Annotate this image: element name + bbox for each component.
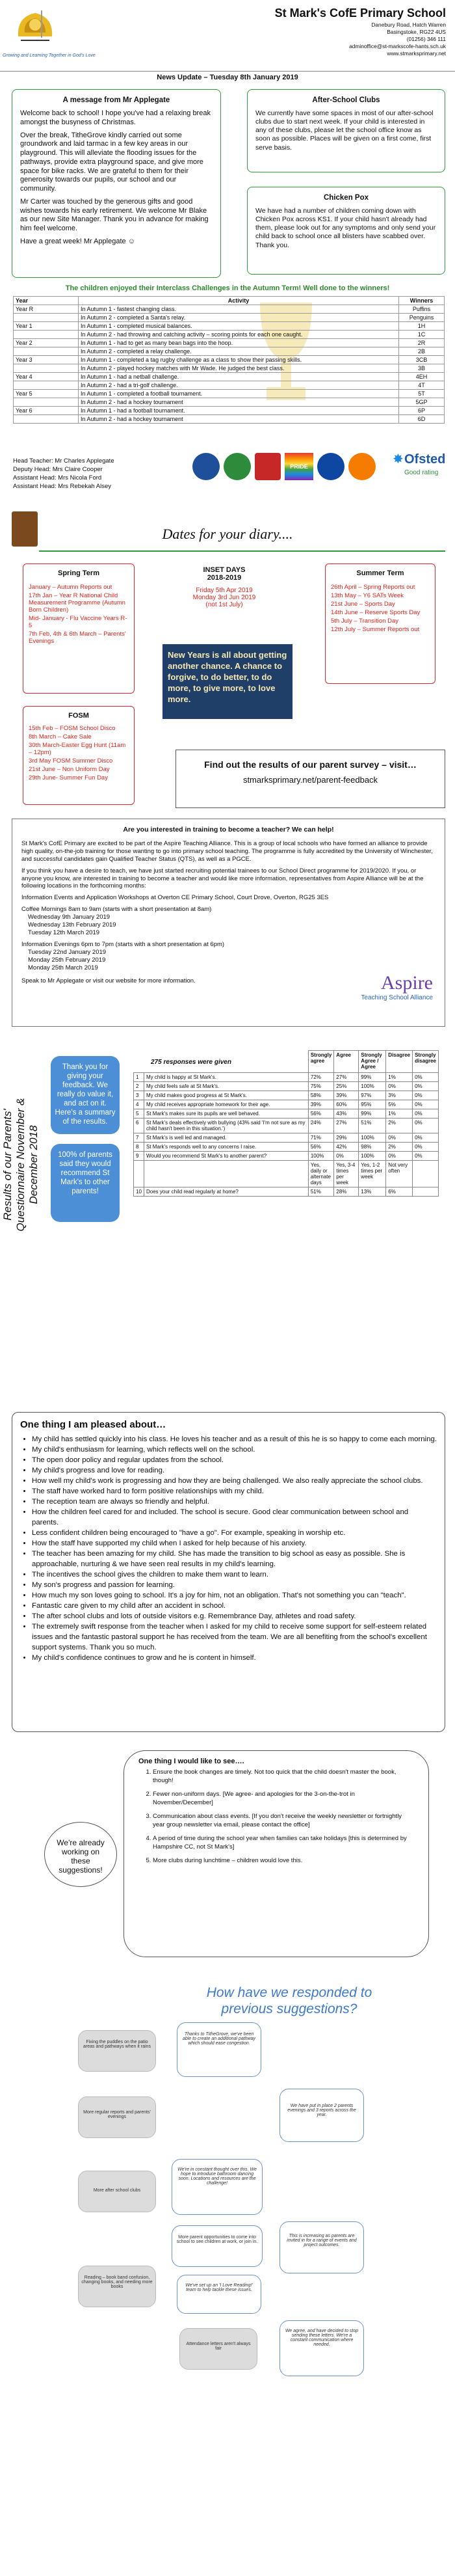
event-date: Wednesday 9th January 2019 <box>28 914 110 921</box>
col-header: Strongly agree <box>308 1051 333 1073</box>
pct-cell: 75% <box>308 1082 333 1091</box>
pct-cell: 42% <box>334 1143 359 1152</box>
cell-activity: In Autumn 1 - had a netball challenge. <box>79 373 399 381</box>
question-number: 3 <box>134 1091 144 1100</box>
survey-link[interactable]: stmarksprimary.net/parent-feedback <box>242 775 378 785</box>
cell-activity: In Autumn 2 - had throwing and catching activity – scoring points for each one caught. <box>79 331 399 339</box>
cell-activity: In Autumn 1 - completed a football tournament. <box>79 390 399 398</box>
event-date: Tuesday 12th March 2019 <box>28 929 100 937</box>
table-row <box>14 398 445 407</box>
challenges-title: The children enjoyed their Interclass Challenges in the Autumn Term! Well done to the winners! <box>65 284 390 292</box>
pleased-title: One thing I am pleased about… <box>20 1419 166 1430</box>
suggestion-pill: More regular reports and parents' evenings <box>78 2096 156 2138</box>
list-item: 5. More clubs during lunchtime – children would love this. <box>153 1856 414 1865</box>
suggestion-pill: Attendance letters aren't always fair <box>179 2328 257 2370</box>
cell-winner: 5T <box>399 390 445 398</box>
staff-list <box>13 457 114 491</box>
event-date: Wednesday 13th February 2019 <box>28 921 116 929</box>
cell-year: Year 3 <box>14 356 79 364</box>
suggestion-pill: More after school clubs <box>78 2171 156 2212</box>
table-row <box>14 339 445 347</box>
cell-winner: 1H <box>399 322 445 331</box>
cell-activity: In Autumn 1 - had to get as many bean bags into the hoop. <box>79 339 399 347</box>
pct-cell: 0% <box>334 1152 359 1161</box>
survey-vertical-title: Results of our Parents' Questionnaire November & December 2018 <box>1 1098 40 1232</box>
pct-cell: 39% <box>308 1100 333 1109</box>
table-row <box>14 364 445 373</box>
pct-cell: 98% <box>359 1143 386 1152</box>
table-row <box>14 322 445 331</box>
pct-cell: 58% <box>308 1091 333 1100</box>
challenges-table <box>13 296 445 424</box>
response-pill: We've set up an 'I Love Reading!' team to help tackle these issues. <box>177 2275 261 2314</box>
list-item: • The reception team are always so friendly and helpful. <box>32 1497 437 1507</box>
aspire-logo-text: Aspire <box>381 972 433 994</box>
responded-title: How have we responded to previous suggestions? <box>206 1985 372 2016</box>
chicken-pox-box <box>247 187 445 275</box>
pct-cell: 6% <box>386 1187 413 1197</box>
survey-table <box>133 1050 439 1197</box>
inset-title: INSET DAYS 2018-2019 <box>203 566 246 582</box>
pct-cell: 60% <box>334 1100 359 1109</box>
pct-cell: 95% <box>359 1100 386 1109</box>
list-item: • How the children feel cared for and included. The school is secure. Good clear communication between school and parents. <box>32 1507 437 1528</box>
list-item: • Fantastic care given to my child after an accident in school. <box>32 1601 437 1611</box>
pct-cell: 56% <box>308 1143 333 1152</box>
cell-winner: 4T <box>399 381 445 390</box>
list-item: • How the staff have supported my child when I asked for help because of his anxiety. <box>32 1538 437 1549</box>
summer-line: 14th June – Reserve Sports Day <box>331 609 421 616</box>
question-text: Would you recommend St Mark's to another parent? <box>144 1152 309 1161</box>
award-badge-icon <box>224 453 251 480</box>
col-subheader: Yes, daily or alternate days <box>308 1161 333 1187</box>
table-row <box>14 314 445 322</box>
cell-activity: In Autumn 1 - fastest changing class. <box>79 305 399 314</box>
cell-winner: 2B <box>399 347 445 356</box>
survey-link-title: Find out the results of our parent survey – visit… <box>204 759 417 770</box>
cell-year: Year 2 <box>14 339 79 347</box>
summer-title: Summer Term <box>356 569 404 577</box>
event-date: Monday 25th February 2019 <box>28 956 106 964</box>
pct-cell: 72% <box>308 1073 333 1082</box>
ofsted-logo <box>393 451 446 485</box>
pct-cell: 25% <box>334 1082 359 1091</box>
question-text: My child feels safe at St Mark's. <box>144 1082 309 1091</box>
pleased-section <box>12 1412 445 1732</box>
pct-cell: 24% <box>308 1119 333 1133</box>
already-working-bubble: We're already working on these suggestions! <box>44 1822 117 1887</box>
table-row <box>14 415 445 424</box>
cell-winner: Penguins <box>399 314 445 322</box>
question-number: 10 <box>134 1187 144 1197</box>
welcome-paragraph: Mr Carter was touched by the generous gifts and good wishes towards his early retirement. We welcome Mr Blake as our new Site Manager. Thank you in advance for making him feel welcome. <box>20 197 209 232</box>
pct-cell: 43% <box>334 1109 359 1119</box>
col-header: Agree <box>334 1051 359 1073</box>
survey-subheader-row <box>134 1161 439 1187</box>
staff-line: Deputy Head: Mrs Claire Cooper <box>13 466 103 473</box>
pct-cell: 1% <box>386 1073 413 1082</box>
survey-row <box>134 1119 439 1133</box>
spring-title: Spring Term <box>58 569 99 577</box>
fosm-line: 30th March-Easter Egg Hunt (11am – 12pm) <box>29 742 126 756</box>
cell-year <box>14 415 79 424</box>
question-number: 2 <box>134 1082 144 1091</box>
welcome-title: A message from Mr Applegate <box>62 96 170 104</box>
response-pill: Thanks to TitheGrove, we've been able to create an additional pathway which should ease congestion. <box>177 2022 261 2077</box>
pct-cell: 100% <box>359 1082 386 1091</box>
survey-row <box>134 1073 439 1082</box>
list-item: 4. A period of time during the school year when families can take holidays [this is determined by Hampshire CC, not St Mark's] <box>153 1834 414 1851</box>
spring-line: 17th Jan – Year R National Child Measurement Programme (Autumn Born Children) <box>29 592 125 614</box>
fosm-line: 8th March – Cake Sale <box>29 733 92 740</box>
cell-winner: 4EH <box>399 373 445 381</box>
event-heading: Information Evenings 6pm to 7pm (starts with a short presentation at 6pm) <box>21 941 225 949</box>
aspire-title: Are you interested in training to become a teacher? We can help! <box>123 826 334 834</box>
inset-line: (not 1st July) <box>205 601 243 608</box>
welcome-paragraph: Welcome back to school! I hope you've had a relaxing break amongst the busyness of Christmas. <box>20 109 211 126</box>
pct-cell: 0% <box>386 1152 413 1161</box>
col-header: Strongly Agree / Agree <box>359 1051 386 1073</box>
pct-cell: 71% <box>308 1133 333 1143</box>
question-text: St Mark's responds well to any concerns I raise. <box>144 1143 309 1152</box>
list-item: • The after school clubs and lots of outside visitors e.g. Remembrance Day, athletes and road safety. <box>32 1611 437 1621</box>
question-text: My child receives appropriate homework for their age. <box>144 1100 309 1109</box>
school-address <box>251 21 446 57</box>
pct-cell: 27% <box>334 1119 359 1133</box>
staff-line: Assistant Head: Mrs Nicola Ford <box>13 474 102 481</box>
pride-badge: PRIDE <box>285 453 313 480</box>
cell-activity: In Autumn 1 - completed a tag rugby challenge as a class to show their passing skills. <box>79 356 399 364</box>
col-subheader: Yes, 3-4 times per week <box>334 1161 359 1187</box>
fosm-line: 29th June- Summer Fun Day <box>29 774 108 781</box>
question-number: 5 <box>134 1109 144 1119</box>
pleased-list <box>20 1434 437 1663</box>
pct-cell: 51% <box>359 1119 386 1133</box>
school-logo <box>5 4 65 51</box>
fosm-box <box>23 706 135 805</box>
summer-line: 21st June – Sports Day <box>331 601 395 608</box>
inset-line: Monday 3rd Jun 2019 <box>192 594 256 601</box>
fosm-line: 21st June – Non Uniform Day <box>29 766 110 773</box>
question-text: St Mark's is well led and managed. <box>144 1133 309 1143</box>
aspire-paragraph: St Mark's CofE Primary are excited to be part of the Aspire Teaching Alliance. This is a group of local schools who have formed an alliance to provide high quality, on-the-job training for those wanting to go into primary school teaching. The programme is fully accredited by the University of Winchester, and successful candidates gain Qualified Teacher Status (QTS), as well as a PGCE. <box>21 840 433 863</box>
pct-cell: 100% <box>359 1133 386 1143</box>
cell-activity: In Autumn 1 - completed musical balances. <box>79 322 399 331</box>
cell-activity: In Autumn 2 - completed a relay challenge. <box>79 347 399 356</box>
lion-crest-icon <box>5 4 65 51</box>
pct-cell: 29% <box>334 1133 359 1143</box>
pct-cell: 2% <box>386 1143 413 1152</box>
survey-row <box>134 1187 439 1197</box>
pct-cell: 0% <box>413 1133 439 1143</box>
award-badge-icon <box>348 453 376 480</box>
cell-winner: 2R <box>399 339 445 347</box>
diary-divider <box>39 550 445 552</box>
list-item: 1. Ensure the book changes are timely. Not too quick that the child doesn't master the book, though! <box>153 1768 414 1785</box>
pct-cell: 39% <box>334 1091 359 1100</box>
survey-row <box>134 1133 439 1143</box>
pct-cell: 0% <box>386 1082 413 1091</box>
pct-cell: 0% <box>413 1073 439 1082</box>
pct-cell <box>413 1187 439 1197</box>
question-number: 7 <box>134 1133 144 1143</box>
would-like-section <box>124 1750 429 1957</box>
question-text: My child makes good progress at St Mark's. <box>144 1091 309 1100</box>
response-pill: We're in constant thought over this. We hope to introduce bathroom dancing soon. Locations and resources are the challenge! <box>172 2159 263 2215</box>
table-row <box>14 331 445 339</box>
aspire-paragraph: Information Events and Application Workshops at Overton CE Primary School, Court Drove, Overton, RG25 3ES <box>21 894 329 902</box>
table-row <box>14 407 445 415</box>
list-item: • My son's progress and passion for learning. <box>32 1580 437 1590</box>
list-item: • The open door policy and regular updates from the school. <box>32 1455 437 1465</box>
after-school-clubs-box <box>247 89 445 172</box>
cell-activity: In Autumn 2 - completed a Santa's relay. <box>79 314 399 322</box>
question-number: 8 <box>134 1143 144 1152</box>
address-line: Basingstoke, RG22 4US <box>387 29 446 35</box>
list-item: • The extremely swift response from the teacher when I asked for my child to receive some support for self-esteem related issues and the fantastic pastoral support he has received from the team. We are all benefiting from the school's excellent support systems. Thank you so much. <box>32 1621 437 1653</box>
list-item: • My child's enthusiasm for learning, which reflects well on the school. <box>32 1444 437 1455</box>
staff-line: Assistant Head: Mrs Rebekah Alsey <box>13 483 112 490</box>
new-year-quote: New Years is all about getting another chance. A chance to forgive, to do better, to do more, to give more, to love more. <box>162 644 292 719</box>
school-name: St Mark's CofE Primary School <box>274 7 446 20</box>
summer-line: 5th July – Transition Day <box>331 617 399 625</box>
col-header: Winners <box>399 297 445 305</box>
spring-line: January – Autumn Reports out <box>29 584 112 591</box>
inset-line: Friday 5th Apr 2019 <box>196 587 253 594</box>
list-item: • My child's progress and love for reading. <box>32 1465 437 1476</box>
ofsted-text: Ofsted <box>404 452 446 467</box>
question-text: My child is happy at St Mark's. <box>144 1073 309 1082</box>
spring-term-box <box>23 563 135 694</box>
cell-winner: 6P <box>399 407 445 415</box>
table-row <box>14 356 445 364</box>
list-item: • My child's confidence continues to grow and he is content in himself. <box>32 1653 437 1663</box>
event-date: Tuesday 22nd January 2019 <box>28 949 107 956</box>
cell-winner: 5GP <box>399 398 445 407</box>
survey-caption: 275 responses were given <box>151 1059 231 1066</box>
diary-title: Dates for your diary.... <box>162 526 293 542</box>
school-motto: Growing and Learning Together in God's Love <box>3 53 96 58</box>
aspire-contact: Speak to Mr Applegate or visit our website for more information. <box>21 977 196 985</box>
suggestion-pill: Fixing the puddles on the patio areas and pathways when it rains <box>78 2030 156 2072</box>
survey-row <box>134 1091 439 1100</box>
pox-title: Chicken Pox <box>323 194 369 202</box>
website-link[interactable]: www.stmarksprimary.net <box>387 50 446 57</box>
info-evenings <box>21 941 436 972</box>
pct-cell: 100% <box>359 1152 386 1161</box>
col-header: Year <box>14 297 79 305</box>
pct-cell: 0% <box>413 1143 439 1152</box>
cell-winner: 6D <box>399 415 445 424</box>
table-row <box>14 347 445 356</box>
pct-cell: 0% <box>413 1109 439 1119</box>
survey-row <box>134 1100 439 1109</box>
table-header-row <box>14 297 445 305</box>
summer-term-box <box>325 563 436 684</box>
survey-header-row <box>134 1051 439 1073</box>
response-pill: More parent opportunities to come into school to see children at work, or join in. <box>172 2225 263 2267</box>
summer-line: 26th April – Spring Reports out <box>331 584 415 591</box>
award-badge-icon <box>317 453 344 480</box>
aspire-paragraph: If you think you have a desire to teach, we have just started recruiting potential trainees to our School Direct programme for 2019/2020. If you, or anyone you know, are interested in training to become a teacher and would like more information, representatives from Aspire Alliance will be at the following locations in the forthcoming months: <box>21 867 424 890</box>
cell-year: Year R <box>14 305 79 314</box>
cell-activity: In Autumn 2 - had a hockey tournament <box>79 415 399 424</box>
pct-cell: 56% <box>308 1109 333 1119</box>
clubs-text: We currently have some spaces in most of our after-school clubs due to start next week. If your child is interested in any of these clubs, please let the school office know as soon as possible. Places will be given on a first come, first serve basis. <box>255 109 434 152</box>
question-text: St Mark's makes sure its pupils are well behaved. <box>144 1109 309 1119</box>
list-item: • How well my child's work is progressing and how they are being challenged. We also really appreciate the school clubs. <box>32 1476 437 1486</box>
pct-cell: 0% <box>413 1119 439 1133</box>
badge-row <box>192 450 387 488</box>
pct-cell: 3% <box>386 1091 413 1100</box>
cell-activity: In Autumn 1 - had a football tournament. <box>79 407 399 415</box>
pct-cell: 0% <box>413 1091 439 1100</box>
pct-cell: 51% <box>308 1187 333 1197</box>
pct-cell: 99% <box>359 1073 386 1082</box>
response-pill: We have put in place 2 parents evenings and 3 reports across the year. <box>280 2089 364 2142</box>
list-item: • The teacher has been amazing for my child. She has made the transition to big school as easy as possible. She is approachable, nurturing & we have seen real results in my child's learning. <box>32 1549 437 1569</box>
question-number: 6 <box>134 1119 144 1133</box>
cell-year <box>14 364 79 373</box>
list-item: • The staff have worked hard to form positive relationships with my child. <box>32 1486 437 1497</box>
welcome-signoff: Have a great week! Mr Applegate ☺ <box>20 237 135 245</box>
would-like-title: One thing I would like to see…. <box>138 1757 244 1765</box>
cell-year <box>14 398 79 407</box>
table-row <box>14 381 445 390</box>
table-row <box>14 373 445 381</box>
cell-winner: Puffins <box>399 305 445 314</box>
pct-cell: 5% <box>386 1100 413 1109</box>
list-item: • The incentives the school gives the children to make them want to learn. <box>32 1569 437 1580</box>
ofsted-star-icon: ✸ <box>393 452 404 467</box>
question-text: St Mark's deals effectively with bullying (43% said 'I'm not sure as my child hasn't been in this situation.') <box>144 1119 309 1133</box>
question-text <box>144 1161 309 1187</box>
survey-row <box>134 1143 439 1152</box>
survey-row <box>134 1109 439 1119</box>
pct-cell: 13% <box>359 1187 386 1197</box>
clubs-title: After-School Clubs <box>312 96 380 104</box>
suggestion-pill: Reading – book band confusion, changing books, and needing more books <box>78 2266 156 2307</box>
spring-line: Mid- January - Flu Vaccine Years R-5 <box>29 615 127 629</box>
pct-cell: 0% <box>413 1082 439 1091</box>
cell-activity: In Autumn 2 - had a tri-golf challenge. <box>79 381 399 390</box>
event-date: Monday 25th March 2019 <box>28 964 98 972</box>
question-number <box>134 1161 144 1187</box>
col-subheader <box>413 1161 439 1187</box>
cell-year <box>14 347 79 356</box>
summer-line: 13th May – Y6 SATs Week <box>331 592 404 599</box>
fosm-line: 3rd May FOSM Summer Disco <box>29 757 113 765</box>
email-link[interactable]: adminoffice@st-markscofe-hants.sch.uk <box>349 43 446 49</box>
header-divider <box>0 71 455 72</box>
address-line: Danebury Road, Hatch Warren <box>371 21 446 28</box>
cell-year <box>14 381 79 390</box>
list-item: • Less confident children being encouraged to "have a go". For example, speaking in worship etc. <box>32 1528 437 1538</box>
cell-year <box>14 331 79 339</box>
pct-cell: 28% <box>334 1187 359 1197</box>
col-header: Disagree <box>386 1051 413 1073</box>
col-subheader: Yes, 1-2 times per week <box>359 1161 386 1187</box>
pct-cell: 97% <box>359 1091 386 1100</box>
col-subheader: Not very often <box>386 1161 413 1187</box>
pct-cell: 27% <box>334 1073 359 1082</box>
pox-text: We have had a number of children coming down with Chicken Pox across KS1. If your child hasn't already had them, please look out for any symptoms and only send your child back to school once all blisters have scabbed over. Thank you. <box>255 207 436 249</box>
ofsted-rating: Good rating <box>404 469 439 476</box>
question-number: 4 <box>134 1100 144 1109</box>
cell-year: Year 4 <box>14 373 79 381</box>
cell-year: Year 1 <box>14 322 79 331</box>
pct-cell: 2% <box>386 1119 413 1133</box>
question-number: 9 <box>134 1152 144 1161</box>
staff-line: Head Teacher: Mr Charles Applegate <box>13 457 114 465</box>
welcome-paragraph: Over the break, TitheGrove kindly carried out some groundwork and laid tarmac in a few key areas in our playground. This will alleviate the flooding issues for the pathways, provide extra playground space, and give more space for bike racks. We are grateful to them for their generosity towards our pupils, our school and our community. <box>20 131 203 193</box>
cell-winner: 3B <box>399 364 445 373</box>
table-row <box>14 305 445 314</box>
col-header: Activity <box>79 297 399 305</box>
list-item: • How much my son loves going to school. It's a joy for him, not an obligation. That's not something you can "teach". <box>32 1590 437 1601</box>
pct-cell: 0% <box>386 1133 413 1143</box>
list-item: 2. Fewer non-uniform days. [We agree- and apologies for the 3-on-the-trot in November/December] <box>153 1790 414 1807</box>
response-pill: We agree, and have decided to stop sending these letters. We're a constant communication where needed. <box>280 2320 364 2376</box>
pct-cell: 99% <box>359 1109 386 1119</box>
cell-winner: 1C <box>399 331 445 339</box>
news-update-title: News Update – Tuesday 8th January 2019 <box>157 74 298 81</box>
summer-line: 12th July – Summer Reports out <box>331 626 420 633</box>
feedback-bubble: Thank you for giving your feedback. We really do value it, and act on it. Here's a summary of the results. <box>51 1056 120 1134</box>
col-header: Strongly disagree <box>413 1051 439 1073</box>
spring-line: 7th Feb, 4th & 6th March – Parents' Evenings <box>29 630 126 645</box>
pct-cell: 1% <box>386 1109 413 1119</box>
aspire-logo-sub: Teaching School Alliance <box>361 994 433 1001</box>
fosm-line: 15th Feb – FOSM School Disco <box>29 725 116 732</box>
survey-row <box>134 1082 439 1091</box>
response-pill: This is increasing as parents are invited in for a range of events and project outcomes. <box>280 2221 364 2273</box>
pct-cell: 100% <box>308 1152 333 1161</box>
survey-results-box <box>176 750 445 808</box>
award-badge-icon <box>192 453 220 480</box>
cell-year <box>14 314 79 322</box>
phone-number: (01256) 346 111 <box>406 36 446 42</box>
aspire-box <box>12 819 445 1027</box>
aspire-logo <box>316 972 433 1001</box>
recommend-bubble: 100% of parents said they would recommend St Mark's to other parents! <box>51 1144 120 1222</box>
question-text: Does your child read regularly at home? <box>144 1187 309 1197</box>
welcome-message-box <box>12 89 221 278</box>
cell-year: Year 5 <box>14 390 79 398</box>
event-heading: Coffee Mornings 8am to 9am (starts with a short presentation at 8am) <box>21 906 212 914</box>
cell-activity: In Autumn 2 - had a hockey tournament <box>79 398 399 407</box>
cell-activity: In Autumn 2 - played hockey matches with Mr Wade. He judged the best class. <box>79 364 399 373</box>
coffee-mornings <box>21 906 436 937</box>
cell-winner: 3CB <box>399 356 445 364</box>
fosm-title: FOSM <box>68 712 89 720</box>
would-like-list <box>138 1768 414 1865</box>
cell-year: Year 6 <box>14 407 79 415</box>
list-item: • My child has settled quickly into his class. He loves his teacher and as a result of this he is so happy to come each morning. <box>32 1434 437 1444</box>
pct-cell: 0% <box>413 1100 439 1109</box>
survey-row <box>134 1152 439 1161</box>
question-number: 1 <box>134 1073 144 1082</box>
award-badge-icon <box>255 453 281 480</box>
list-item: 3. Communication about class events. [If you don't receive the weekly newsletter or fortnightly year group newsletter via email, please contact the office] <box>153 1812 414 1829</box>
table-row <box>14 390 445 398</box>
pct-cell: 0% <box>413 1152 439 1161</box>
inset-days <box>169 566 280 608</box>
